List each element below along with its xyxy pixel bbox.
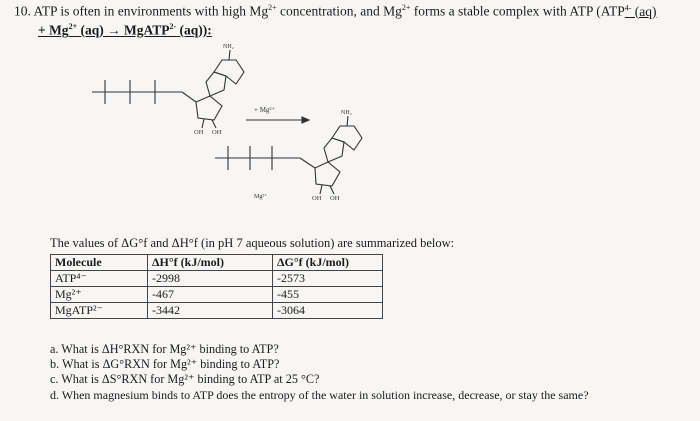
question-c: c. What is ΔS°RXN for Mg²⁺ binding to ATP at 25 °C?	[50, 372, 320, 386]
question-intro: 10. ATP is often in environments with high $Mg^{2+}$ concentration, and $Mg^{2+}$ forms a stable complex with ATP ($ATP^{4-}$ (aq)	[14, 3, 657, 19]
cell-dg: -2573	[273, 271, 383, 287]
reaction-equation: + $Mg^{2+}$ (aq) → MgATP$^{2-}$ (aq)):	[38, 22, 212, 38]
atp-binding-scheme	[0, 40, 700, 235]
oh-label-1: OH	[194, 129, 204, 136]
intro-text: ATP is often in environments with high Mg	[33, 3, 269, 19]
table-row	[51, 303, 383, 319]
question-number: 10.	[14, 3, 31, 19]
mgatp-adenine-five-ring	[324, 138, 344, 162]
nh2-label-bottom: NH₂	[341, 110, 352, 116]
nh2-label-top: NH₂	[223, 44, 234, 50]
cell-dh: -467	[148, 287, 273, 303]
header-molecule: Molecule	[51, 255, 148, 271]
cell-dg: -455	[273, 287, 383, 303]
table-header-row	[51, 255, 383, 271]
cell-dg: -3064	[273, 303, 383, 319]
mgatp-adenine-six-ring	[332, 126, 362, 150]
atp-adenine-six-ring	[214, 60, 244, 84]
oh-label-3: OH	[312, 195, 322, 202]
question-d: d. When magnesium binds to ATP does the entropy of the water in solution increase, decrease, or stay the same?	[50, 388, 589, 402]
cell-dh: -2998	[148, 271, 273, 287]
atp-phosphate-chain	[92, 80, 196, 104]
cell-molecule: ATP⁴⁻	[51, 271, 148, 287]
arrow-label: + Mg²⁺	[254, 106, 276, 114]
table-row	[51, 287, 383, 303]
oh-label-2: OH	[212, 129, 222, 136]
mgatp-phosphate-chain	[215, 146, 315, 170]
header-dh: ΔH°f (kJ/mol)	[148, 255, 273, 271]
atp-ribose-ring	[196, 96, 222, 120]
mgatp-ribose-ring	[315, 162, 340, 186]
mg-label: Mg²⁺	[254, 194, 268, 200]
table-row	[51, 271, 383, 287]
cell-dh: -3442	[148, 303, 273, 319]
cell-molecule: Mg²⁺	[51, 287, 148, 303]
question-a: a. What is ΔH°RXN for Mg²⁺ binding to ATP?	[50, 342, 279, 356]
header-dg: ΔG°f (kJ/mol)	[273, 255, 383, 271]
atp-adenine-five-ring	[206, 72, 226, 96]
thermo-data-table	[50, 254, 383, 319]
cell-molecule: MgATP²⁻	[51, 303, 148, 319]
question-b: b. What is ΔG°RXN for Mg²⁺ binding to ATP?	[50, 357, 280, 371]
values-intro: The values of ΔG°f and ΔH°f (in pH 7 aqueous solution) are summarized below:	[50, 236, 455, 250]
oh-label-4: OH	[330, 195, 340, 202]
